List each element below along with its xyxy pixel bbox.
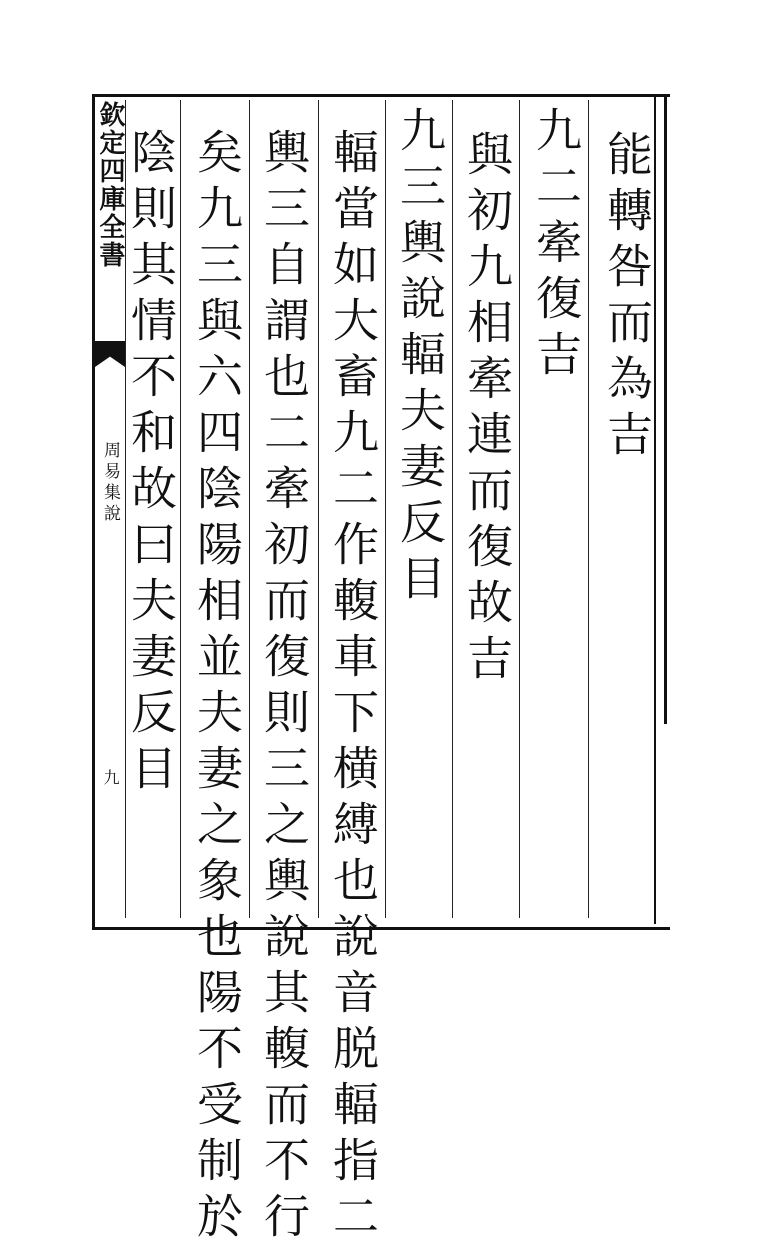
text-column-5: 輻當如大畜九二作輹車下横縛也說音脱輻指二 (326, 128, 380, 1248)
text-column-2: 九二牽復吉 (529, 106, 583, 386)
column-divider (519, 100, 520, 918)
margin-title: 欽定四庫全書 (95, 101, 125, 269)
text-column-8: 陰則其情不和故曰夫妻反目 (124, 128, 178, 800)
margin-page-number: 九 (101, 769, 120, 785)
column-divider (385, 100, 386, 918)
text-column-6: 輿三自謂也二牽初而復則三之輿說其輹而不行 (257, 128, 311, 1248)
column-divider (588, 100, 589, 918)
column-divider (318, 100, 319, 918)
text-column-3: 與初九相牽連而復故吉 (460, 130, 514, 690)
column-divider (249, 100, 250, 918)
text-column-7: 矣九三與六四陰陽相並夫妻之象也陽不受制於 (190, 128, 244, 1248)
text-column-4: 九三輿說輻夫妻反目 (393, 106, 447, 610)
right-outer-rule (664, 94, 667, 724)
margin-book-title: 周易集說 (100, 441, 120, 525)
column-divider (452, 100, 453, 918)
text-column-1: 能轉咎而為吉 (600, 130, 654, 466)
